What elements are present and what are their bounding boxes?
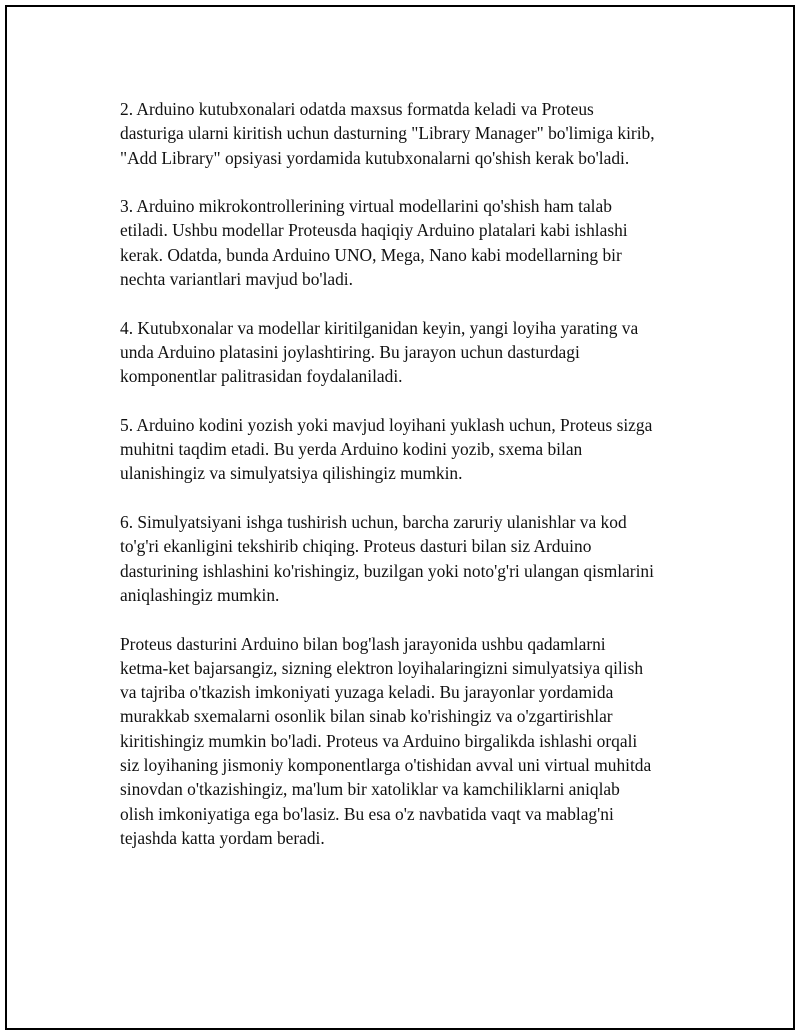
text-line: va tajriba o'tkazish imkoniyati yuzaga keladi. Bu jarayonlar yordamida <box>120 682 614 703</box>
text-line: to'g'ri ekanligini tekshirib chiqing. Proteus dasturi bilan siz Arduino <box>120 536 592 557</box>
paragraph-conclusion <box>120 632 710 851</box>
document-body <box>120 97 710 875</box>
text-line: ulanishingiz va simulyatsiya qilishingiz mumkin. <box>120 463 463 484</box>
text-line: nechta variantlari mavjud bo'ladi. <box>120 269 353 290</box>
text-line: etiladi. Ushbu modellar Proteusda haqiqiy Arduino platalari kabi ishlashi <box>120 220 628 241</box>
text-line: Proteus dasturini Arduino bilan bog'lash jarayonida ushbu qadamlarni <box>120 633 606 654</box>
paragraph-step-4 <box>120 316 710 389</box>
text-line: kerak. Odatda, bunda Arduino UNO, Mega, Nano kabi modellarning bir <box>120 244 622 265</box>
text-line: dasturiga ularni kiritish uchun dasturning "Library Manager" bo'limiga kirib, <box>120 123 655 144</box>
paragraph-step-5 <box>120 413 710 486</box>
text-line: olish imkoniyatiga ega bo'lasiz. Bu esa o'z navbatida vaqt va mablag'ni <box>120 803 614 824</box>
text-line: siz loyihaning jismoniy komponentlarga o'tishidan avval uni virtual muhitda <box>120 755 652 776</box>
text-line: muhitni taqdim etadi. Bu yerda Arduino kodini yozib, sxema bilan <box>120 439 583 460</box>
text-line: dasturining ishlashini ko'rishingiz, buzilgan yoki noto'g'ri ulangan qismlarini <box>120 560 654 581</box>
text-line: ketma-ket bajarsangiz, sizning elektron loyihalaringizni simulyatsiya qilish <box>120 657 644 678</box>
text-line: 4. Kutubxonalar va modellar kiritilganidan keyin, yangi loyiha yarating va <box>120 317 639 338</box>
page-border <box>5 5 795 1030</box>
text-line: "Add Library" opsiyasi yordamida kutubxonalarni qo'shish kerak bo'ladi. <box>120 147 630 168</box>
text-line: 6. Simulyatsiyani ishga tushirish uchun, barcha zaruriy ulanishlar va kod <box>120 512 627 533</box>
text-line: komponentlar palitrasidan foydalaniladi. <box>120 366 403 387</box>
paragraph-step-2 <box>120 97 710 170</box>
paragraph-step-6 <box>120 510 710 607</box>
text-line: 2. Arduino kutubxonalari odatda maxsus formatda keladi va Proteus <box>120 99 594 119</box>
text-line: unda Arduino platasini joylashtiring. Bu jarayon uchun dasturdagi <box>120 341 580 362</box>
text-line: 3. Arduino mikrokontrollerining virtual modellarini qo'shish ham talab <box>120 196 612 217</box>
text-line: 5. Arduino kodini yozish yoki mavjud loyihani yuklash uchun, Proteus sizga <box>120 414 653 435</box>
text-line: tejashda katta yordam beradi. <box>120 827 325 848</box>
paragraph-step-3 <box>120 194 710 291</box>
text-line: sinovdan o'tkazishingiz, ma'lum bir xatoliklar va kamchiliklarni aniqlab <box>120 779 620 800</box>
text-line: kiritishingiz mumkin bo'ladi. Proteus va Arduino birgalikda ishlashi orqali <box>120 730 638 751</box>
text-line: murakkab sxemalarni osonlik bilan sinab ko'rishingiz va o'zgartirishlar <box>120 706 613 727</box>
text-line: aniqlashingiz mumkin. <box>120 584 280 605</box>
